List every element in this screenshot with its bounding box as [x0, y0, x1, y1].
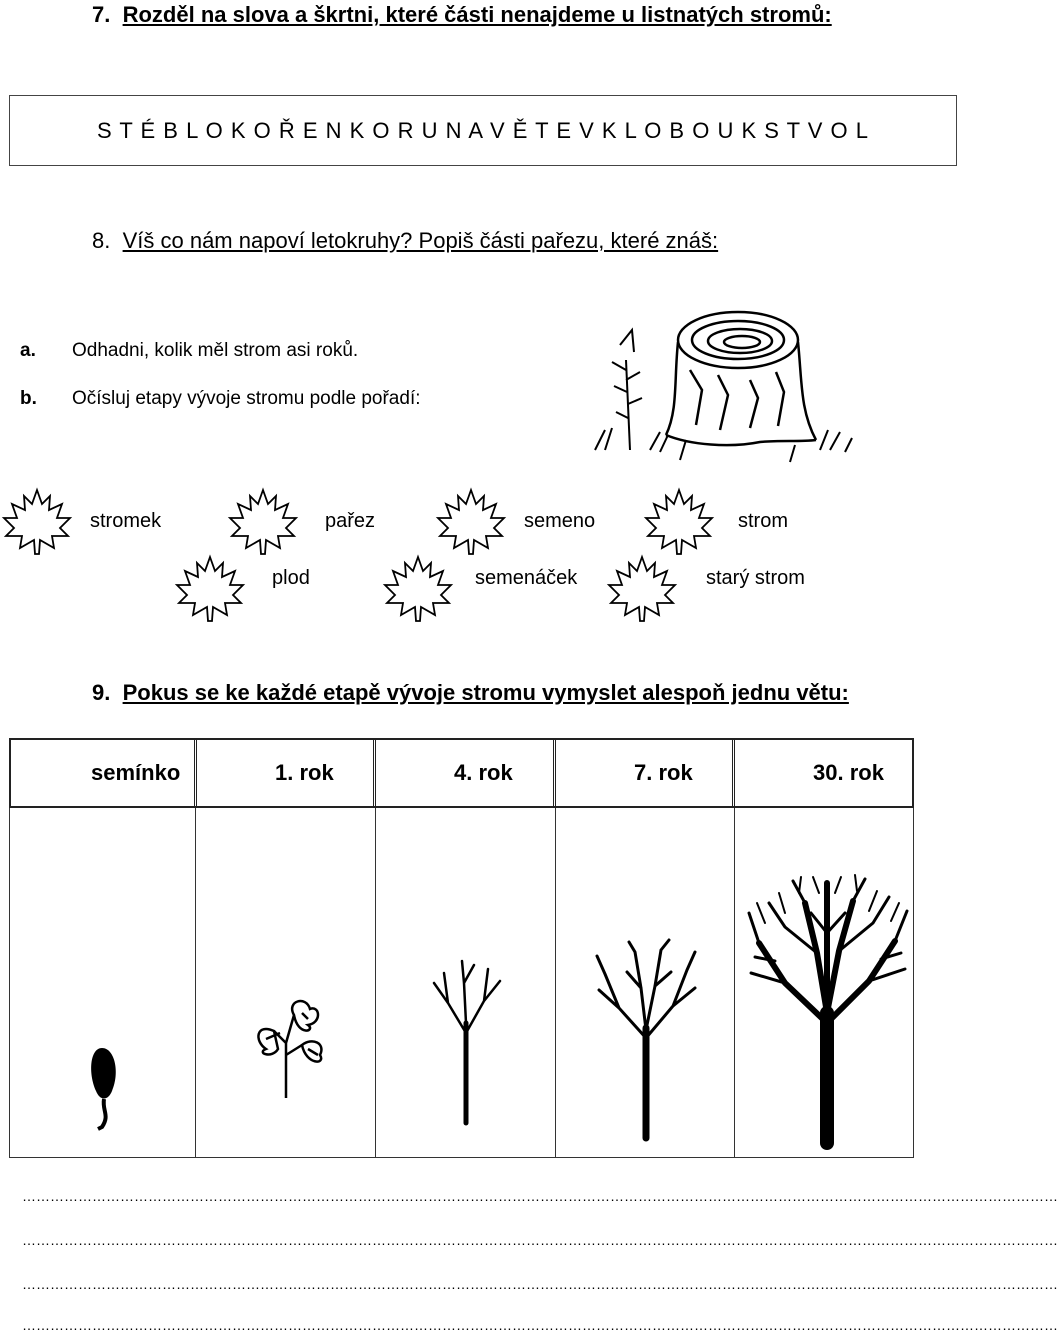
stage-image-cell: [10, 808, 196, 1157]
maple-leaf-icon: [228, 488, 298, 556]
writing-line[interactable]: ……………………………………………………………………………………………………………………………………………………………………………………………………: [22, 1188, 1058, 1204]
task9-number: 9.: [92, 680, 111, 705]
task8-a: [20, 340, 358, 362]
maple-leaf-icon: [175, 555, 245, 623]
task8-a-text: Odhadni, kolik měl strom asi roků.: [72, 340, 359, 361]
task8-b: [20, 388, 421, 410]
word-stary-strom: starý strom: [706, 567, 805, 589]
task9-title: Pokus se ke každé etapě vývoje stromu vymyslet alespoň jednu větu:: [122, 680, 849, 705]
stage-image-cell: [735, 808, 913, 1157]
stage-image-cell: [376, 808, 556, 1157]
maple-leaf-icon: [383, 555, 453, 623]
stage-image-cell: [196, 808, 376, 1157]
word-parez: pařez: [325, 510, 376, 532]
letters-text: S T É B L O K O Ř E N K O R U N A V Ě T E V K L O B O U K S T V O L: [96, 117, 870, 143]
stage-header: 4. rok: [376, 740, 556, 806]
stages-header-row: [9, 738, 914, 808]
writing-line[interactable]: ……………………………………………………………………………………………………………………………………………………………………………………………………: [22, 1276, 1058, 1292]
maple-leaf-icon: [644, 488, 714, 556]
task9-heading: [92, 680, 849, 706]
word-strom: strom: [738, 510, 788, 532]
tree-image: [591, 938, 701, 1138]
writing-line[interactable]: ……………………………………………………………………………………………………………………………………………………………………………………………………: [22, 1317, 1058, 1333]
writing-line[interactable]: ……………………………………………………………………………………………………………………………………………………………………………………………………: [22, 1232, 1058, 1248]
task8-b-text: Očísluj etapy vývoje stromu podle pořadí:: [72, 388, 421, 409]
task7-number: 7.: [92, 2, 111, 27]
stage-header: 30. rok: [813, 760, 884, 785]
task8-b-marker: b.: [20, 388, 37, 409]
task8-number: 8.: [92, 228, 111, 253]
task8-a-marker: a.: [20, 340, 36, 361]
stage-header: 7. rok: [556, 740, 735, 806]
stages-images-row: [9, 808, 914, 1158]
task7-heading: [92, 2, 832, 28]
word-semeno: semeno: [524, 510, 596, 532]
word-stromek: stromek: [90, 510, 162, 532]
tree-stump-illustration: [590, 300, 870, 480]
task7-title: Rozděl na slova a škrtni, které části nenajdeme u listnatých stromů:: [122, 2, 832, 27]
maple-leaf-icon: [607, 555, 677, 623]
task8-heading: [92, 228, 718, 254]
stage-header: semínko: [11, 740, 197, 806]
stage-image-cell: [556, 808, 735, 1157]
maple-leaf-icon: [436, 488, 506, 556]
seed-image: [80, 1043, 130, 1133]
old-tree-image: [745, 873, 910, 1143]
seedling-image: [246, 993, 326, 1103]
word-plod: plod: [272, 567, 310, 589]
stage-header: 1. rok: [197, 740, 376, 806]
letters-box: [9, 95, 957, 166]
word-semenacek: semenáček: [475, 567, 578, 589]
task8-title: Víš co nám napoví letokruhy? Popiš části pařezu, které znáš:: [122, 228, 719, 253]
young-tree-image: [426, 953, 506, 1123]
maple-leaf-icon: [2, 488, 72, 556]
